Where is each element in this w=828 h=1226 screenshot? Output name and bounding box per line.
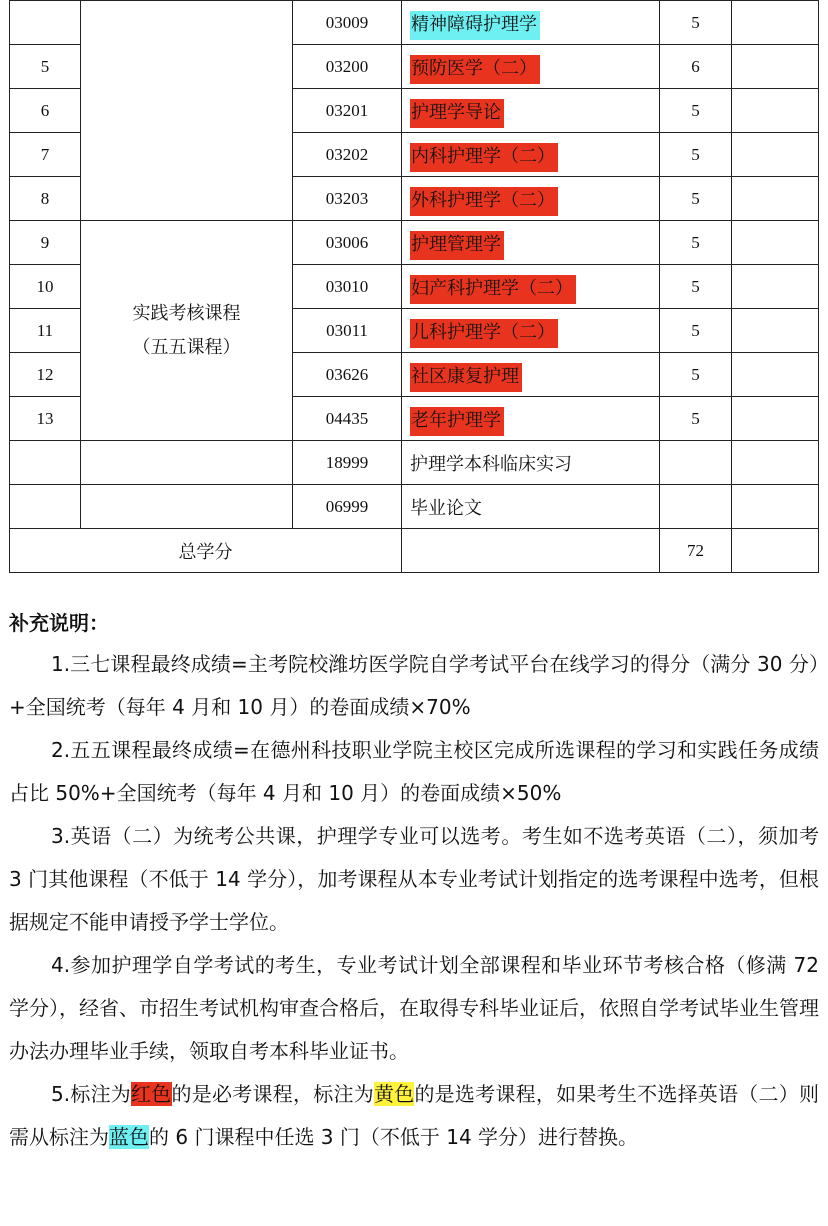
- course-credit: 5: [660, 133, 732, 177]
- course-name: 预防医学（二）: [410, 55, 540, 84]
- remark-cell: [732, 441, 819, 485]
- course-name: 护理学本科临床实习: [402, 441, 660, 485]
- remark-cell: [732, 265, 819, 309]
- course-name: 内科护理学（二）: [410, 143, 558, 172]
- note-paragraph-5: [9, 1073, 819, 1159]
- course-name: 社区康复护理: [410, 363, 522, 392]
- table-row: [10, 221, 819, 265]
- course-name: 老年护理学: [410, 407, 504, 436]
- remark-cell: [732, 221, 819, 265]
- course-code: 03006: [293, 221, 402, 265]
- course-name-cell: [402, 1, 660, 45]
- course-name-cell: [402, 265, 660, 309]
- table-row: [10, 441, 819, 485]
- row-index: 13: [10, 397, 81, 441]
- blue-color-label: 蓝色: [109, 1125, 149, 1149]
- note5-text-d: 的 6 门课程中任选 3 门（不低于 14 学分）进行替换。: [149, 1125, 639, 1149]
- course-code: 04435: [293, 397, 402, 441]
- yellow-color-label: 黄色: [373, 1082, 415, 1106]
- course-name-cell: [402, 177, 660, 221]
- course-credit: 5: [660, 177, 732, 221]
- note-paragraph-2: 2.五五课程最终成绩=在德州科技职业学院主校区完成所选课程的学习和实践任务成绩占比 50%+全国统考（每年 4 月和 10 月）的卷面成绩×50%: [9, 738, 819, 805]
- course-name-cell: [402, 89, 660, 133]
- course-name: 精神障碍护理学: [410, 11, 540, 40]
- course-name: 外科护理学（二）: [410, 187, 558, 216]
- note-paragraph-4: 4.参加护理学自学考试的考生，专业考试计划全部课程和毕业环节考核合格（修满 72 学分），经省、市招生考试机构审查合格后，在取得专科毕业证后，依照自学考试毕业生管理办法办理毕业手续，领取自考本科毕业证书。: [9, 953, 819, 1063]
- remark-cell: [732, 89, 819, 133]
- course-name-cell: [402, 309, 660, 353]
- row-index: [10, 485, 81, 529]
- course-table: [9, 0, 818, 573]
- remark-cell: [732, 353, 819, 397]
- row-index: 10: [10, 265, 81, 309]
- course-name-cell: [402, 397, 660, 441]
- course-credit: 5: [660, 353, 732, 397]
- row-index: 7: [10, 133, 81, 177]
- group-label-line2: （五五课程）: [132, 336, 241, 358]
- table-row: [10, 1, 819, 45]
- course-name: 儿科护理学（二）: [410, 319, 558, 348]
- remark-cell: [732, 45, 819, 89]
- course-credit: [660, 441, 732, 485]
- red-color-label: 红色: [131, 1082, 172, 1106]
- group-cell-empty: [81, 485, 293, 529]
- row-index: 9: [10, 221, 81, 265]
- table-row: [10, 485, 819, 529]
- course-group-label: [81, 221, 293, 441]
- group-cell-empty: [81, 1, 293, 221]
- row-index: 12: [10, 353, 81, 397]
- course-code: 03201: [293, 89, 402, 133]
- row-index: 6: [10, 89, 81, 133]
- course-credit: [660, 485, 732, 529]
- course-name-cell: [402, 353, 660, 397]
- course-credit: 5: [660, 89, 732, 133]
- note-paragraph-3: 3.英语（二）为统考公共课，护理学专业可以选考。考生如不选考英语（二），须加考 3 门其他课程（不低于 14 学分），加考课程从本专业考试计划指定的选考课程中选考，但根据规定不能申请授予学士学位。: [9, 824, 819, 934]
- total-empty-cell: [402, 529, 660, 573]
- course-code: 03202: [293, 133, 402, 177]
- course-code: 18999: [293, 441, 402, 485]
- course-name-cell: [402, 45, 660, 89]
- course-code: 03626: [293, 353, 402, 397]
- course-name: 毕业论文: [402, 485, 660, 529]
- course-code: 03011: [293, 309, 402, 353]
- course-name: 护理学导论: [410, 99, 504, 128]
- row-index: [10, 441, 81, 485]
- note-paragraph-1: 1.三七课程最终成绩=主考院校潍坊医学院自学考试平台在线学习的得分（满分 30 分）+全国统考（每年 4 月和 10 月）的卷面成绩×70%: [9, 652, 819, 719]
- row-index: [10, 1, 81, 45]
- course-name-cell: [402, 133, 660, 177]
- row-index: 5: [10, 45, 81, 89]
- remark-cell: [732, 309, 819, 353]
- course-code: 03203: [293, 177, 402, 221]
- course-credit: 5: [660, 397, 732, 441]
- row-index: 11: [10, 309, 81, 353]
- total-label: 总学分: [10, 529, 402, 573]
- course-credit: 5: [660, 309, 732, 353]
- remark-cell: [732, 133, 819, 177]
- total-row: [10, 529, 819, 573]
- course-code: 06999: [293, 485, 402, 529]
- course-name: 妇产科护理学（二）: [410, 275, 576, 304]
- course-credit: 6: [660, 45, 732, 89]
- group-label-line1: 实践考核课程: [132, 302, 241, 324]
- row-index: 8: [10, 177, 81, 221]
- course-code: 03009: [293, 1, 402, 45]
- notes-title: 补充说明：: [9, 611, 109, 635]
- remark-cell: [732, 397, 819, 441]
- note5-text-a: 5.标注为: [51, 1082, 132, 1106]
- note5-text-b: 的是必考课程，标注为: [171, 1082, 374, 1106]
- course-name-cell: [402, 221, 660, 265]
- remark-cell: [732, 177, 819, 221]
- remark-cell: [732, 485, 819, 529]
- note5-text-c: 的是选考课程，如果考生不选择英语（二）则需从标注为: [9, 1082, 820, 1149]
- total-credit: 72: [660, 529, 732, 573]
- course-code: 03200: [293, 45, 402, 89]
- remark-cell: [732, 1, 819, 45]
- group-cell-empty: [81, 441, 293, 485]
- course-credit: 5: [660, 265, 732, 309]
- course-credit: 5: [660, 1, 732, 45]
- course-code: 03010: [293, 265, 402, 309]
- course-credit: 5: [660, 221, 732, 265]
- remark-cell: [732, 529, 819, 573]
- course-name: 护理管理学: [410, 231, 504, 260]
- supplementary-notes: [9, 603, 819, 1159]
